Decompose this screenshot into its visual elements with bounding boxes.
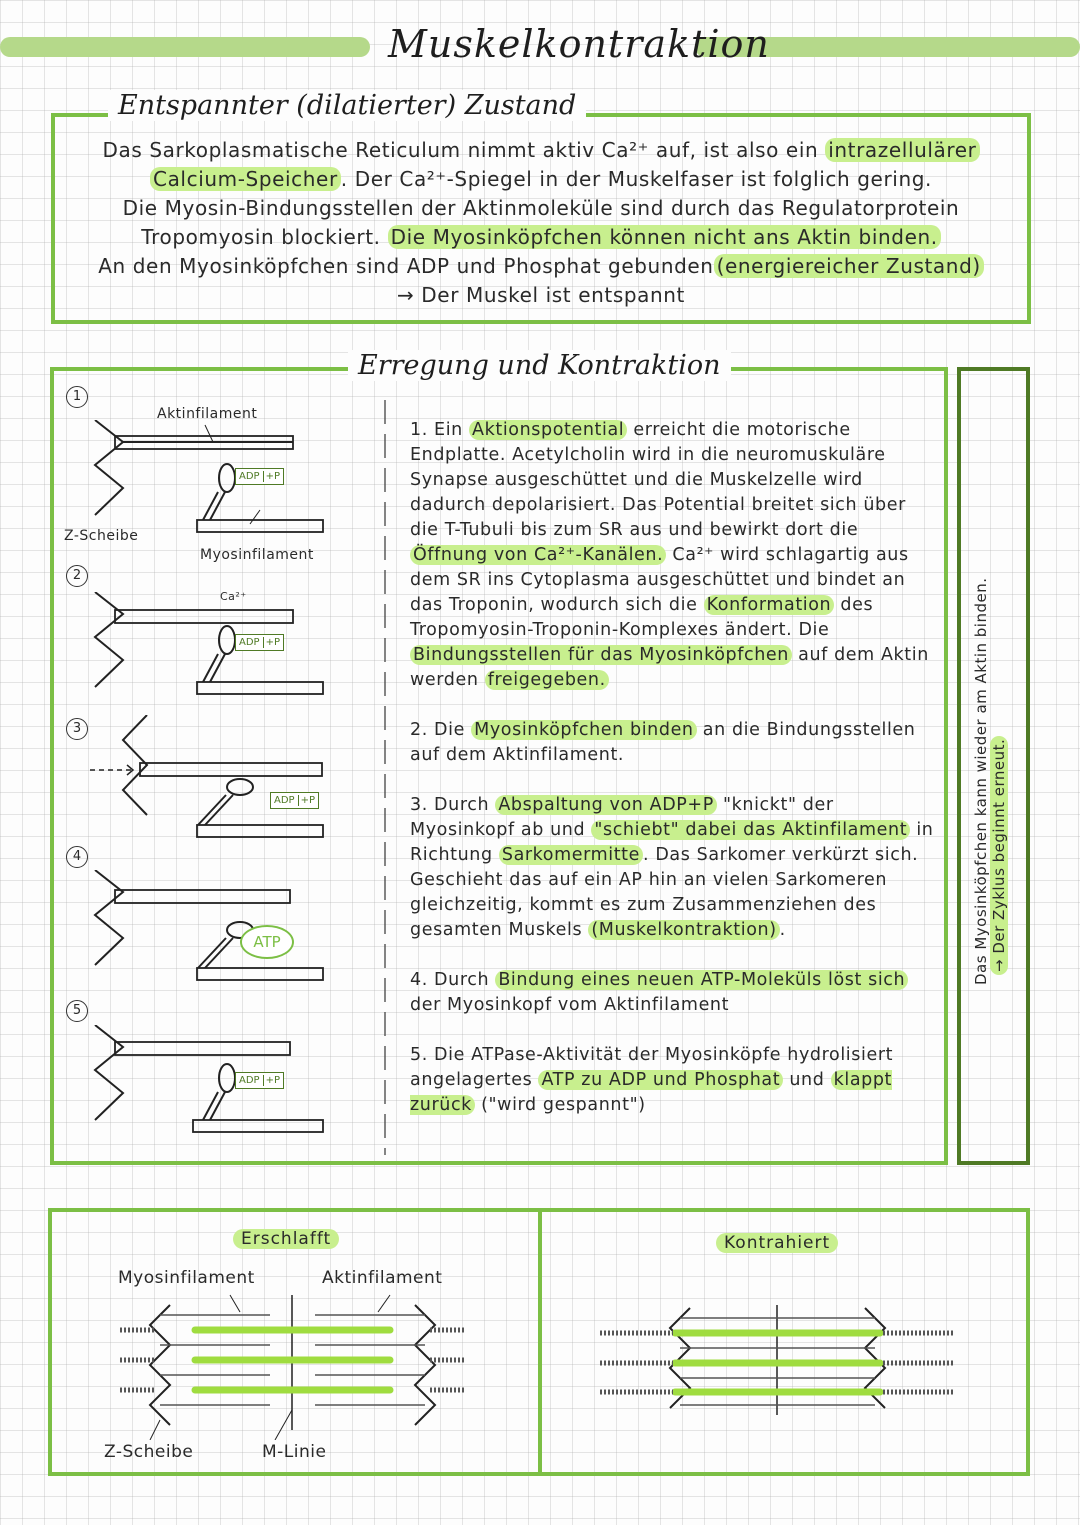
relaxed-sarcomere-diagram: [110, 1290, 480, 1440]
intro-conclusion: → Der Muskel ist entspannt: [396, 283, 685, 307]
intro-highlight-energy: (energiereicher Zustand): [714, 254, 984, 278]
step-1-hl-free: freigegeben.: [485, 670, 609, 690]
relaxed-label: Erschlafft: [233, 1229, 339, 1249]
step-4-a: 4. Durch: [410, 970, 496, 990]
step-3-hl-mid: Sarkomermitte: [499, 845, 643, 865]
step-5-hl-atp: ATP zu ADP und Phosphat: [538, 1070, 783, 1090]
p-1: +P: [263, 471, 280, 482]
step-2-a: 2. Die: [410, 720, 472, 740]
relaxed-state-heading: Entspannter (dilatierter) Zustand: [108, 90, 586, 121]
sarc-label-z-scheibe: Z-Scheibe: [104, 1442, 194, 1462]
excitation-heading: Erregung und Kontraktion: [348, 350, 731, 381]
sarc-label-myosin: Myosinfilament: [118, 1268, 255, 1288]
adp-5: ADP: [239, 1075, 260, 1086]
intro-line2: . Der Ca²⁺-Spiegel in der Muskelfaser ist folglich gering.: [340, 167, 932, 191]
p-5: +P: [263, 1075, 280, 1086]
atp-bubble: [240, 925, 294, 959]
adp-1: ADP: [239, 471, 260, 482]
intro-highlight-calcium: Calcium-Speicher: [150, 167, 341, 191]
step-1: [410, 418, 940, 693]
relaxed-state-text: [60, 136, 1022, 310]
step-5-b: und: [783, 1070, 831, 1090]
step-1-a: 1. Ein: [410, 420, 470, 440]
contracted-sarcomere-diagram: [595, 1300, 965, 1420]
contracted-label: Kontrahiert: [716, 1233, 838, 1253]
step-1-hl-konf: Konformation: [704, 595, 835, 615]
label-aktinfilament: Aktinfilament: [157, 406, 258, 422]
intro-line1: Das Sarkoplasmatische Reticulum nimmt aktiv Ca²⁺ auf, ist also ein: [102, 138, 826, 162]
step-2-b: an die Bindungsstellen auf dem Aktinfilament.: [410, 720, 916, 765]
diagram-number-3: 3: [66, 718, 88, 740]
cycle-diagram-5: [85, 1025, 335, 1140]
step-2: [410, 718, 940, 768]
diagram-number-5: 5: [66, 1000, 88, 1022]
step-5-c: ("wird gespannt"): [474, 1095, 646, 1115]
step-1-e: auf dem Aktin werden: [410, 645, 929, 690]
step-3-e: .: [779, 920, 786, 940]
page-title: Muskelkontraktion: [388, 22, 770, 66]
step-1-d: des Tropomyosin-Troponin-Komplexes ändert. Die: [410, 595, 874, 640]
text-divider: [380, 400, 392, 1160]
diagram-number-2: 2: [66, 565, 88, 587]
cycle-diagram-4: [85, 870, 335, 985]
diagram-number-1: 1: [66, 386, 88, 408]
atp-label: ATP: [253, 933, 281, 951]
step-5: [410, 1043, 940, 1118]
step-3-a: 3. Durch: [410, 795, 496, 815]
step-3-d: . Das Sarkomer verkürzt sich. Geschieht das auf ein AP hin an vielen Sarkomeren gleichzeitig, kommt es zum Zusammenziehen des gesamten Muskels: [410, 845, 919, 940]
intro-highlight-binding: Die Myosinköpfchen können nicht ans Aktin binden.: [388, 225, 941, 249]
adp-box-2: [235, 634, 284, 651]
adp-3: ADP: [274, 795, 295, 806]
step-4-hl: Bindung eines neuen ATP-Moleküls löst sich: [495, 970, 908, 990]
step-3: [410, 793, 940, 943]
header-bar-left: [0, 37, 370, 57]
diagram-number-4: 4: [66, 846, 88, 868]
step-5-a: 5. Die ATPase-Aktivität der Myosinköpfe hydrolisiert angelagertes: [410, 1045, 894, 1090]
cycle-note-line2: [990, 565, 1008, 985]
step-4: [410, 968, 940, 1018]
sarc-label-m-linie: M-Linie: [262, 1442, 327, 1462]
step-3-hl-contraction: (Muskelkontraktion): [588, 920, 779, 940]
step-1-hl-ca: Öffnung von Ca²⁺-Kanälen.: [410, 545, 666, 565]
step-1-hl-binding: Bindungsstellen für das Myosinköpfchen: [410, 645, 792, 665]
step-1-c: Ca²⁺ wird schlagartig aus dem SR ins Cytoplasma ausgeschüttet und bindet an das Troponin, wodurch sich die: [410, 545, 909, 615]
step-3-hl-push: "schiebt" dabei das Aktinfilament: [591, 820, 910, 840]
sarc-label-aktin: Aktinfilament: [322, 1268, 443, 1288]
adp-box-5: [235, 1072, 284, 1089]
label-z-scheibe: Z-Scheibe: [64, 528, 139, 544]
step-5-hl-back: klappt zurück: [410, 1070, 893, 1115]
label-myosinfilament: Myosinfilament: [200, 547, 314, 563]
cycle-diagram-2: [85, 592, 335, 702]
cycle-note-highlight: → Der Zyklus beginnt erneut.: [990, 736, 1008, 975]
steps-text: [410, 418, 940, 1143]
p-2: +P: [263, 637, 280, 648]
step-4-b: der Myosinkopf vom Aktinfilament: [410, 995, 730, 1015]
step-3-c: in Richtung: [410, 820, 934, 865]
intro-highlight-speicher: intrazellulärer: [825, 138, 979, 162]
step-2-hl: Myosinköpfchen binden: [471, 720, 696, 740]
p-3: +P: [298, 795, 315, 806]
cycle-diagram-3: [85, 715, 335, 840]
intro-line3: Die Myosin-Bindungsstellen der Aktinmoleküle sind durch das Regulatorprotein: [122, 196, 960, 220]
adp-2: ADP: [239, 637, 260, 648]
adp-box-1: [235, 468, 284, 485]
step-1-b: erreicht die motorische Endplatte. Acetylcholin wird in die neuromuskuläre Synapse ausgeschüttet und die Muskelzelle wird dadurch depolarisiert. Das Potential breitet sich über die T-Tubuli bis zum SR aus und bewirkt dort die: [410, 420, 906, 540]
cycle-note-line1: Das Myosinköpfchen kann wieder am Aktin binden.: [972, 577, 990, 985]
cycle-diagram-1: [85, 420, 335, 540]
step-1-hl-ap: Aktionspotential: [469, 420, 627, 440]
step-3-hl-adp: Abspaltung von ADP+P: [495, 795, 717, 815]
label-calcium: Ca²⁺: [220, 590, 247, 603]
adp-box-3: [270, 792, 319, 809]
step-3-b: "knickt" der Myosinkopf ab und: [410, 795, 834, 840]
intro-line5: An den Myosinköpfchen sind ADP und Phosphat gebunden: [98, 254, 714, 278]
cycle-note: [972, 565, 1008, 985]
intro-line4: Tropomyosin blockiert.: [141, 225, 388, 249]
